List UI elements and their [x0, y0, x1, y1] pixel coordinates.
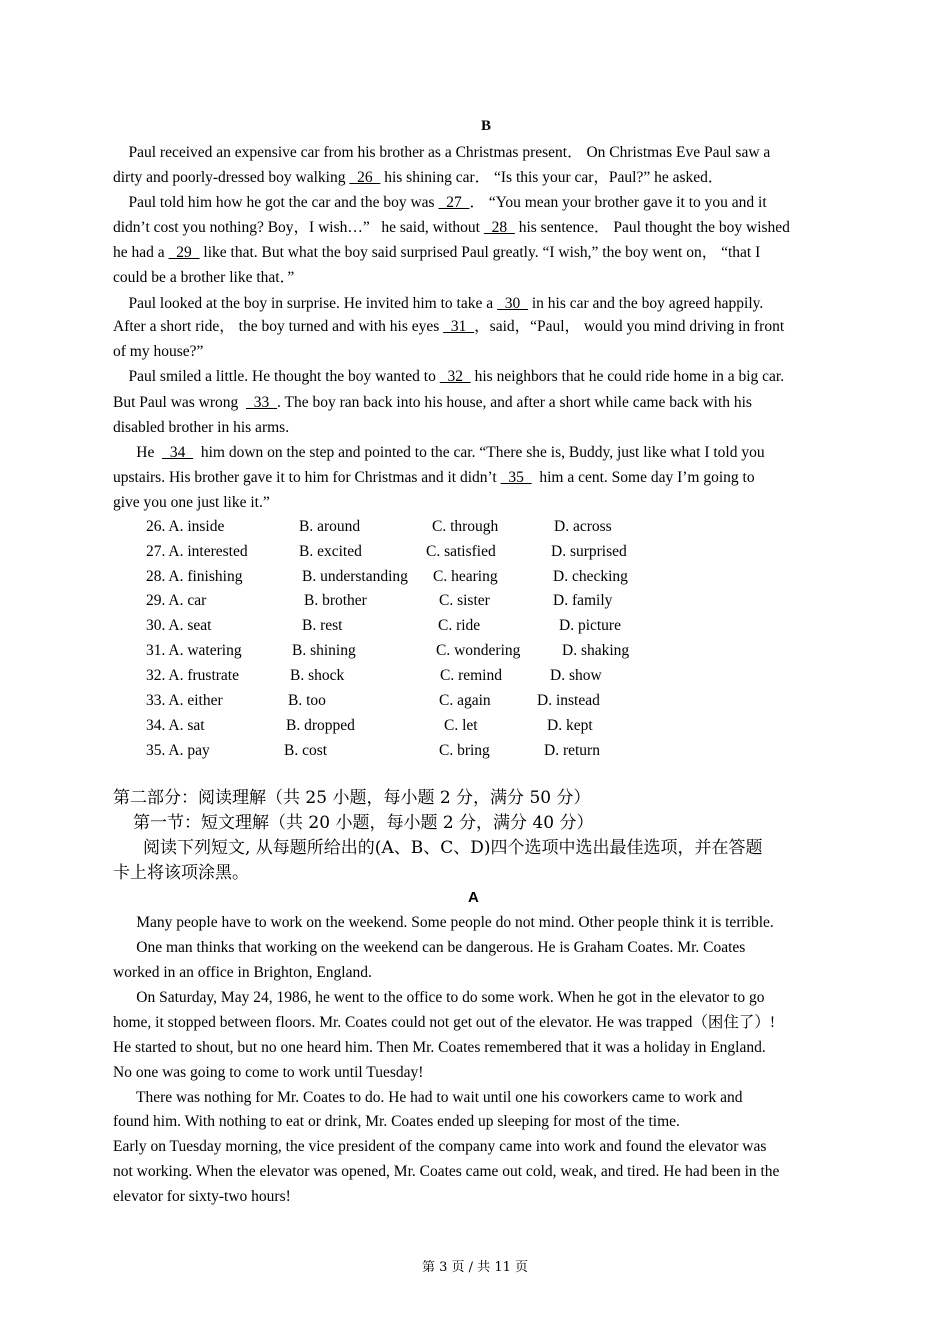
option-b: B. shining — [292, 642, 356, 659]
option-c: C. wondering — [436, 642, 521, 659]
option-a: 27. A. interested — [146, 543, 248, 560]
option-b: B. around — [299, 518, 361, 535]
question-options-27 — [113, 543, 733, 563]
question-options-28 — [113, 568, 733, 588]
question-options-29 — [113, 592, 733, 612]
passage-a-line: worked in an office in Brighton, England. — [113, 964, 372, 981]
option-d: D. picture — [559, 617, 621, 634]
part-heading: 第二部分：阅读理解（共 25 小题，每小题 2 分，满分 50 分） — [113, 788, 591, 808]
passage-a-line: He started to shout, but no one heard him. Then Mr. Coates remembered that it was a holiday in England. — [113, 1039, 766, 1056]
blank-27: 27 — [438, 194, 470, 211]
blank-26: 26 — [349, 169, 381, 186]
option-b: B. cost — [284, 742, 328, 759]
option-a: 32. A. frustrate — [146, 667, 239, 684]
passage-b-line: Paul looked at the boy in surprise. He invited him to take a 30 in his car and the boy agreed happily. — [113, 295, 764, 312]
option-a: 28. A. finishing — [146, 568, 243, 585]
passage-b-line: He 34 him down on the step and pointed to the car. “There she is, Buddy, just like what I told you — [113, 444, 765, 461]
blank-33: 33 — [246, 394, 278, 411]
blank-35: 35 — [500, 469, 532, 486]
question-options-26 — [113, 518, 733, 538]
passage-b-line: disabled brother in his arms. — [113, 419, 290, 436]
option-d: D. return — [544, 742, 600, 759]
option-d: D. show — [550, 667, 602, 684]
question-options-34 — [113, 717, 733, 737]
passage-a-line: elevator for sixty-two hours! — [113, 1188, 291, 1205]
blank-30: 30 — [496, 295, 528, 312]
passage-a-line: On Saturday, May 24, 1986, he went to the office to do some work. When he got in the elevator to go — [113, 989, 765, 1006]
passage-b-line: After a short ride， the boy turned and with his eyes 31 ，said，“Paul， would you mind driving in front — [113, 318, 785, 335]
page-footer: 第 3 页 / 共 11 页 — [422, 1260, 528, 1275]
blank-31: 31 — [443, 318, 475, 335]
option-d: D. checking — [553, 568, 628, 585]
blank-29: 29 — [168, 244, 200, 261]
option-d: D. surprised — [551, 543, 627, 560]
option-c: C. through — [432, 518, 499, 535]
passage-b-line: give you one just like it.” — [113, 494, 270, 511]
passage-a-line: found him. With nothing to eat or drink, Mr. Coates ended up sleeping for most of the time. — [113, 1113, 680, 1130]
option-d: D. instead — [537, 692, 600, 709]
option-b: B. too — [288, 692, 326, 709]
question-options-32 — [113, 667, 733, 687]
option-a: 34. A. sat — [146, 717, 205, 734]
blank-28: 28 — [483, 219, 515, 236]
passage-b-line: But Paul was wrong 33 . The boy ran back into his house, and after a short while came back with his — [113, 394, 752, 411]
passage-b-line: upstairs. His brother gave it to him for Christmas and it didn’t 35 him a cent. Some day I’m going to — [113, 469, 755, 486]
passage-b-line: of my house?” — [113, 343, 204, 360]
blank-34: 34 — [162, 444, 194, 461]
passage-b-line: could be a brother like that．” — [113, 269, 295, 286]
passage-b-line: Paul smiled a little. He thought the boy wanted to 32 his neighbors that he could ride home in a big car. — [113, 368, 785, 385]
option-c: C. sister — [439, 592, 490, 609]
passage-b-line: dirty and poorly-dressed boy walking 26 his shining car． “Is this your car，Paul?” he asked． — [113, 169, 724, 186]
option-c: C. again — [439, 692, 491, 709]
section-subheading: 第一节：短文理解（共 20 小题，每小题 2 分，满分 40 分） — [133, 813, 594, 833]
passage-a-line: home, it stopped between floors. Mr. Coates could not get out of the elevator. He was trapped（困住了）! — [113, 1014, 776, 1031]
option-b: B. understanding — [302, 568, 408, 585]
passage-b-line: didn’t cost you nothing? Boy，I wish…” he said, without 28 his sentence． Paul thought the boy wished — [113, 219, 790, 236]
section-a-title: A — [468, 889, 479, 906]
option-b: B. rest — [302, 617, 343, 634]
option-a: 30. A. seat — [146, 617, 212, 634]
passage-a-line: One man thinks that working on the weekend can be dangerous. He is Graham Coates. Mr. Coates — [113, 939, 746, 956]
option-d: D. kept — [547, 717, 593, 734]
option-d: D. across — [554, 518, 612, 535]
passage-b-line: Paul told him how he got the car and the boy was 27 ． “You mean your brother gave it to you and it — [113, 194, 767, 211]
option-c: C. ride — [438, 617, 481, 634]
option-a: 29. A. car — [146, 592, 207, 609]
passage-a-line: not working. When the elevator was opened, Mr. Coates came out cold, weak, and tired. He had been in the — [113, 1163, 780, 1180]
option-a: 26. A. inside — [146, 518, 225, 535]
section-b-title: B — [481, 118, 492, 134]
option-b: B. shock — [290, 667, 345, 684]
option-b: B. excited — [299, 543, 362, 560]
instruction-line: 卡上将该项涂黑。 — [113, 863, 249, 883]
question-options-30 — [113, 617, 733, 637]
passage-b-line: he had a 29 like that. But what the boy said surprised Paul greatly. “I wish,” the boy went on， “that I — [113, 244, 761, 261]
option-c: C. satisfied — [426, 543, 496, 560]
question-options-35 — [113, 742, 733, 762]
option-a: 33. A. either — [146, 692, 223, 709]
passage-a-line: Early on Tuesday morning, the vice president of the company came into work and found the elevator was — [113, 1138, 767, 1155]
option-c: C. let — [444, 717, 478, 734]
passage-b-line: Paul received an expensive car from his brother as a Christmas present． On Christmas Eve Paul saw a — [113, 144, 771, 161]
option-a: 35. A. pay — [146, 742, 210, 759]
question-options-33 — [113, 692, 733, 712]
option-a: 31. A. watering — [146, 642, 242, 659]
option-c: C. hearing — [433, 568, 498, 585]
passage-a-line: There was nothing for Mr. Coates to do. He had to wait until one his coworkers came to work and — [113, 1089, 743, 1106]
option-d: D. family — [553, 592, 613, 609]
option-c: C. bring — [439, 742, 490, 759]
option-c: C. remind — [440, 667, 502, 684]
question-options-31 — [113, 642, 733, 662]
passage-a-line: No one was going to come to work until Tuesday! — [113, 1064, 424, 1081]
passage-a-line: Many people have to work on the weekend. Some people do not mind. Other people think it is terrible. — [113, 914, 774, 931]
blank-32: 32 — [439, 368, 471, 385]
option-d: D. shaking — [562, 642, 630, 659]
option-b: B. dropped — [286, 717, 355, 734]
instruction-line: 阅读下列短文, 从每题所给出的(A、B、C、D)四个选项中选出最佳选项，并在答题 — [143, 838, 763, 858]
option-b: B. brother — [304, 592, 367, 609]
